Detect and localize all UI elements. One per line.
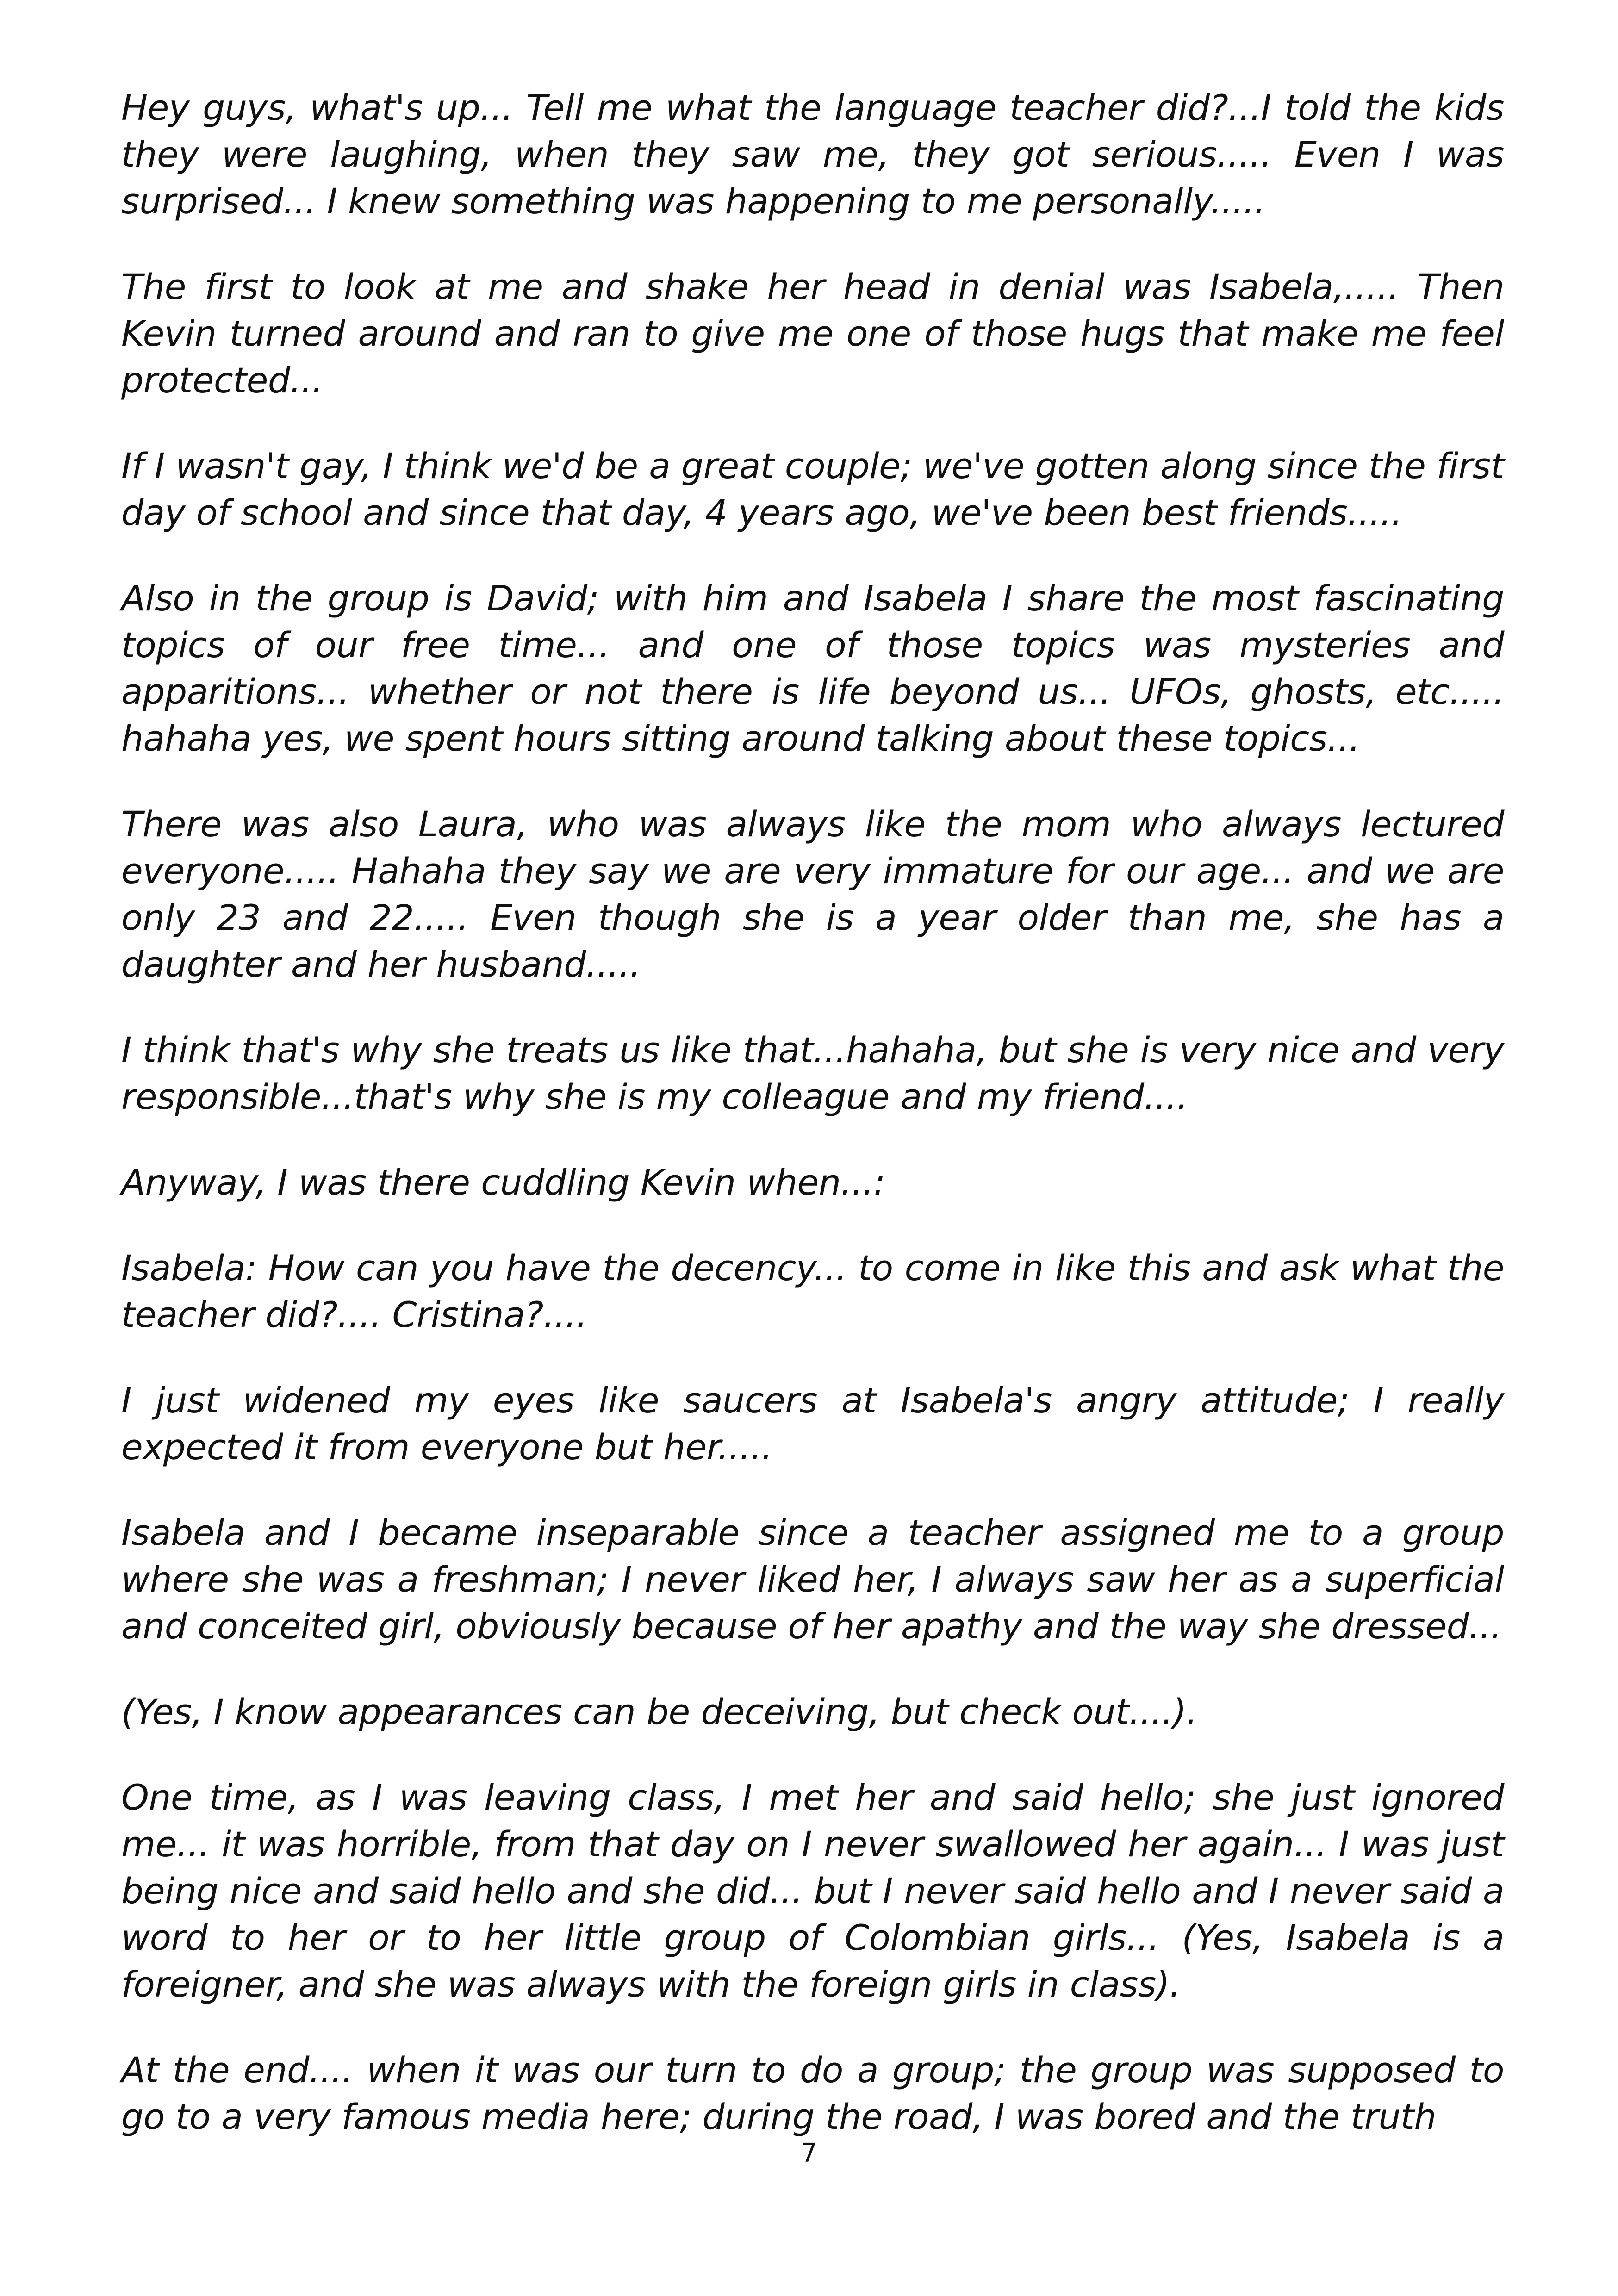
page-number: 7	[801, 2138, 817, 2168]
paragraph-9: I just widened my eyes like saucers at Isabela's angry attitude; I really expected it from everyone but her.....	[121, 1380, 1504, 1468]
paragraph-7: Anyway, I was there cuddling Kevin when...:	[121, 1162, 885, 1203]
paragraph-13: At the end.... when it was our turn to do a group; the group was supposed to go to a very famous media here; during the road, I was bored and the truth	[121, 2049, 1504, 2137]
paragraph-1: Hey guys, what's up... Tell me what the language teacher did?...I told the kids they were laughing, when they saw me, they got serious..... Even I was surprised... I knew something was happening to me personally.....	[121, 87, 1504, 222]
paragraph-4: Also in the group is David; with him and Isabela I share the most fascinating topics of our free time... and one of those topics was mysteries and apparitions... whether or not there is life beyond us... UFOs, ghosts, etc..... hahaha yes, we spent hours sitting around talking about these topics...	[121, 578, 1504, 759]
paragraph-11: (Yes, I know appearances can be deceiving, but check out....).	[121, 1691, 1197, 1732]
paragraph-3: If I wasn't gay, I think we'd be a great couple; we've gotten along since the first day of school and since that day, 4 years ago, we've been best friends.....	[121, 445, 1504, 533]
paragraph-10: Isabela and I became inseparable since a teacher assigned me to a group where she was a freshman; I never liked her, I always saw her as a superficial and conceited girl, obviously because of her apathy and the way she dressed...	[121, 1512, 1504, 1647]
paragraph-8: Isabela: How can you have the decency... to come in like this and ask what the teacher did?.... Cristina?....	[121, 1247, 1504, 1335]
paragraph-12: One time, as I was leaving class, I met her and said hello; she just ignored me... it was horrible, from that day on I never swallowed her again... I was just being nice and said hello and she did... but I never said hello and I never said a word to her or to her little group of Colombian girls... (Yes, Isabela is a foreigner, and she was always with the foreign girls in class).	[121, 1777, 1504, 2005]
paragraph-2: The first to look at me and shake her head in denial was Isabela,..... Then Kevin turned around and ran to give me one of those hugs that make me feel protected...	[121, 266, 1504, 401]
paragraph-5: There was also Laura, who was always like the mom who always lectured everyone..... Hahaha they say we are very immature for our age... and we are only 23 and 22..... Even though she is a year older than me, she has a daughter and her husband.....	[121, 803, 1504, 985]
page-body	[121, 84, 1504, 2179]
paragraph-6: I think that's why she treats us like that...hahaha, but she is very nice and very responsible...that's why she is my colleague and my friend....	[121, 1029, 1504, 1117]
